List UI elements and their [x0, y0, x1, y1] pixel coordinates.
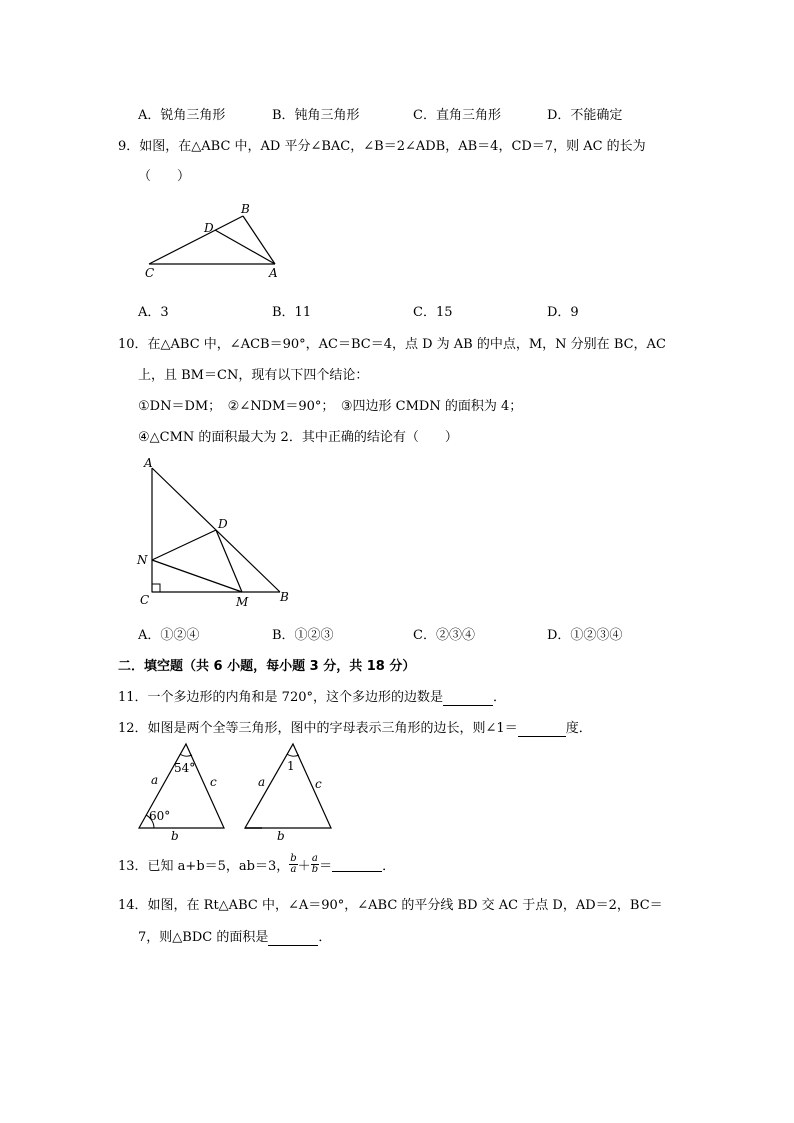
right-angle-marker [152, 584, 160, 592]
q12-answer-blank[interactable] [518, 721, 566, 737]
q10-label-c: C [140, 593, 150, 607]
q10-option-b: B．①②③ [272, 628, 334, 643]
q10-label-d: D [218, 517, 228, 531]
q12-fig2-side-a: a [258, 775, 266, 789]
q13-end: ． [382, 858, 396, 874]
q9-label-a: A [269, 266, 278, 280]
q12-fig2-side-c: c [315, 777, 322, 791]
q10-option-d: D．①②③④ [547, 628, 623, 643]
q9-label-b: B [241, 202, 250, 216]
q9-option-c: C．15 [413, 305, 453, 320]
q9-option-b: B．11 [272, 305, 312, 320]
q13-fraction-1 [289, 854, 297, 875]
q13-plus: ＋ [297, 858, 311, 874]
q8-option-a: A．锐角三角形 [138, 108, 226, 123]
section2-heading: 二．填空题（共 6 小题，每小题 3 分，共 18 分） [118, 659, 416, 674]
q9-label-d: D [204, 221, 214, 235]
q12-text: 12．如图是两个全等三角形，图中的字母表示三角形的边长，则∠1＝ [118, 721, 518, 736]
q14-end: ． [318, 930, 332, 945]
q13-frac2-denominator: b [311, 863, 319, 875]
q12-fig1-angle-left: 60° [149, 809, 171, 823]
q11-text: 11．一个多边形的内角和是 720°，这个多边形的边数是 [118, 690, 443, 705]
q14-line2-prefix: 7，则△BDC 的面积是 [138, 930, 269, 945]
q12-fig1-side-c: c [210, 775, 217, 789]
q9-figure [135, 198, 295, 280]
q12-fig2-side-b: b [277, 829, 285, 843]
q11-end: ． [493, 690, 507, 705]
q14-answer-blank[interactable] [268, 930, 318, 946]
q12-fig1-angle-top: 54° [174, 761, 196, 775]
q13-eq: ＝ [319, 858, 333, 874]
q10-option-a: A．①②④ [138, 628, 200, 643]
q12-fig1-side-a: a [151, 773, 159, 787]
q13-frac1-denominator: a [290, 863, 297, 875]
q8-option-b: B．钝角三角形 [272, 108, 360, 123]
q10-stem-line4: ④△CMN 的面积最大为 2．其中正确的结论有（ ） [138, 430, 458, 445]
q9-option-d: D．9 [547, 305, 579, 320]
q10-label-b: B [280, 590, 289, 604]
q12-line [118, 717, 592, 737]
q13-answer-blank[interactable] [332, 856, 382, 872]
q9-segment-cb [149, 216, 243, 264]
q10-segment-dm [216, 530, 242, 592]
q10-label-a: A [144, 456, 153, 470]
q10-label-m: M [236, 595, 249, 609]
q11-answer-blank[interactable] [443, 690, 493, 706]
q14-line2 [138, 926, 331, 946]
q12-end: 度． [565, 721, 592, 736]
q13-frac2-numerator: a [311, 852, 318, 864]
q10-stem-line2: 上，且 BM＝CN，现有以下四个结论： [138, 368, 369, 383]
q9-option-a: A．3 [138, 305, 169, 320]
q12-figure-2 [240, 740, 340, 844]
q9-stem-line1: 9．如图，在△ABC 中，AD 平分∠BAC，∠B＝2∠ADB，AB＝4，CD＝7，则 AC 的长为 [118, 139, 646, 154]
q13-prefix: 13．已知 a+b＝5，ab＝3， [118, 858, 290, 874]
q8-option-d: D．不能确定 [547, 108, 623, 123]
q10-stem-line1: 10．在△ABC 中，∠ACB＝90°，AC＝BC＝4，点 D 为 AB 的中点，M，N 分别在 BC，AC [118, 337, 666, 352]
q10-label-n: N [137, 553, 148, 567]
q10-figure [132, 452, 302, 612]
q8-option-c: C．直角三角形 [413, 108, 501, 123]
q12-fig2-angle-top: 1 [287, 759, 295, 773]
q13-line [118, 852, 395, 876]
q13-frac1-numerator: b [290, 852, 297, 864]
q14-line1: 14．如图，在 Rt△ABC 中，∠A＝90°，∠ABC 的平分线 BD 交 AC 于点 D，AD＝2，BC＝ [118, 898, 663, 913]
q12-fig1-side-b: b [171, 829, 179, 843]
q9-segment-ba [243, 216, 275, 264]
q10-option-c: C．②③④ [413, 628, 475, 643]
q10-segment-nm [152, 560, 242, 592]
q9-label-c: C [145, 266, 155, 280]
q11-line [118, 686, 506, 706]
q9-segment-da [215, 230, 275, 264]
q10-segment-nd [152, 530, 216, 560]
q9-stem-line2: （ ） [138, 169, 191, 184]
q12-figure-1 [134, 740, 234, 844]
q10-stem-line3: ①DN＝DM； ②∠NDM＝90°； ③四边形 CMDN 的面积为 4； [138, 399, 523, 414]
q13-fraction-2 [311, 854, 319, 875]
